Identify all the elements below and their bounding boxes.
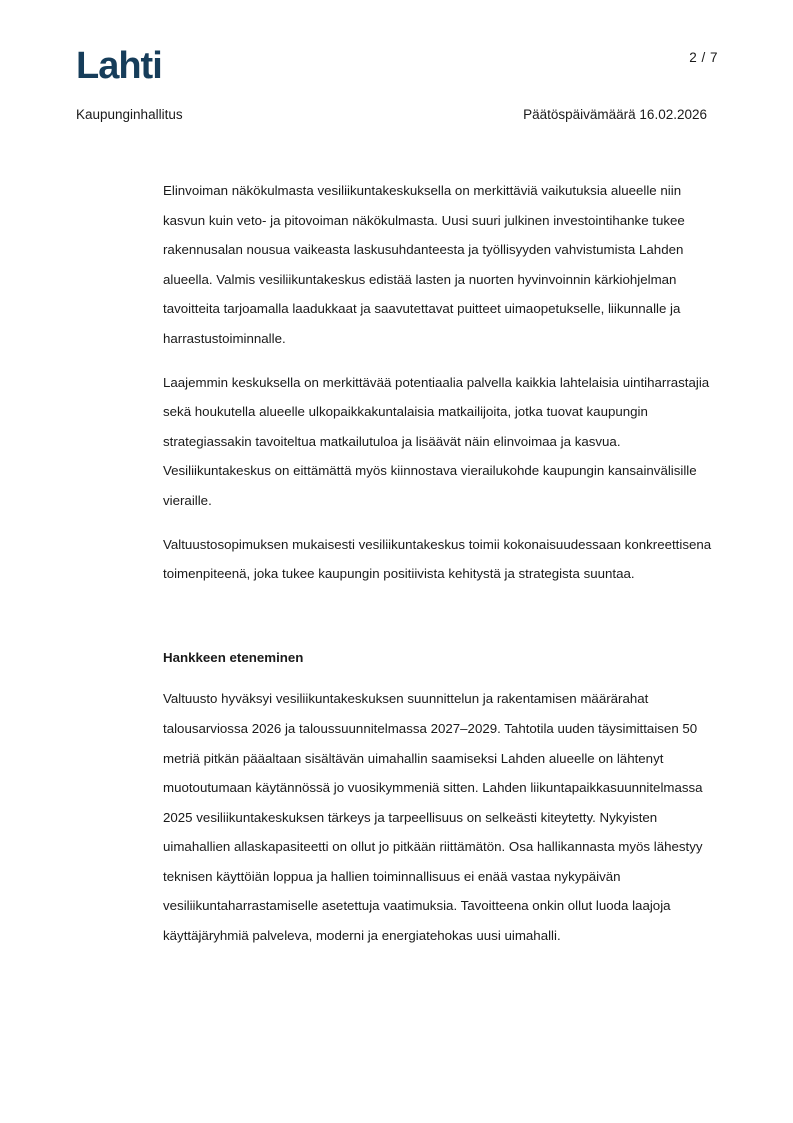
paragraph-council-agreement: Valtuustosopimuksen mukaisesti vesiliikuntakeskus toimii kokonaisuudessaan konkreettisena toimenpiteenä, joka tukee kaupungin positiivista kehitystä ja strategista suuntaa. bbox=[163, 536, 712, 582]
organization-name: Kaupunginhallitus bbox=[76, 107, 183, 122]
lahti-logo bbox=[76, 44, 168, 84]
section-heading: Hankkeen eteneminen bbox=[163, 649, 304, 665]
logo-wordmark: Lahti bbox=[76, 45, 162, 84]
paragraph-project-progress: Valtuusto hyväksyi vesiliikuntakeskuksen suunnittelun ja rakentamisen määrärahat talousarviossa 2026 ja taloussuunnitelmassa 2027–2029. Tahtotila uuden täysimittaisen 50 metriä pitkän pääaltaan sisältävän uimahallin saamiseksi Lahden alueelle on lähtenyt muotoutumaan käytännössä jo vuosikymmeniä sitten. Lahden liikuntapaikkasuunnitelmassa 2025 vesiliikuntakeskuksen tärkeys ja tarpeellisuus on selkeästi kiteytetty. Nykyisten uimahallien allaskapasiteetti on ollut jo pitkään riittämätön. Osa hallikannasta myös lähestyy teknisen käyttöiän loppua ja hallien toiminnallisuus ei enää vastaa nykypäivän vesiliikuntaharrastamiselle asetettuja vaatimuksia. Tavoitteena onkin ollut luoda laajoja käyttäjäryhmiä palveleva, moderni ja energiatehokas uusi uimahalli. bbox=[163, 691, 703, 944]
document-body bbox=[163, 176, 723, 965]
document-meta-row bbox=[76, 107, 707, 122]
decision-date: Päätöspäivämäärä 16.02.2026 bbox=[523, 107, 707, 122]
paragraph-potential: Laajemmin keskuksella on merkittävää potentiaalia palvella kaikkia lahtelaisia uintiharrastajia sekä houkutella alueelle ulkopaikkakuntalaisia matkailijoita, jotka tuovat kaupungin strategiassakin tavoiteltua matkailutuloa ja lisäävät näin elinvoimaa ja kasvua. Vesiliikuntakeskus on eittämättä myös kiinnostava vierailukohde kaupungin kansainvälisille vieraille. bbox=[163, 374, 710, 508]
paragraph-vitality: Elinvoiman näkökulmasta vesiliikuntakeskuksella on merkittäviä vaikutuksia alueelle niin kasvun kuin veto- ja pitovoiman näkökulmasta. Uusi suuri julkinen investointihanke tukee rakennusalan nousua vaikeasta laskusuhdanteesta ja työllisyyden vahvistumista Lahden alueella. Valmis vesiliikuntakeskus edistää lasten ja nuorten hyvinvoinnin kärkiohjelman tavoitteita tarjoamalla laadukkaat ja saavutettavat puitteet uimaopetukselle, liikunnalle ja harrastustoiminnalle. bbox=[163, 183, 685, 346]
page-number: 2 / 7 bbox=[689, 50, 718, 65]
